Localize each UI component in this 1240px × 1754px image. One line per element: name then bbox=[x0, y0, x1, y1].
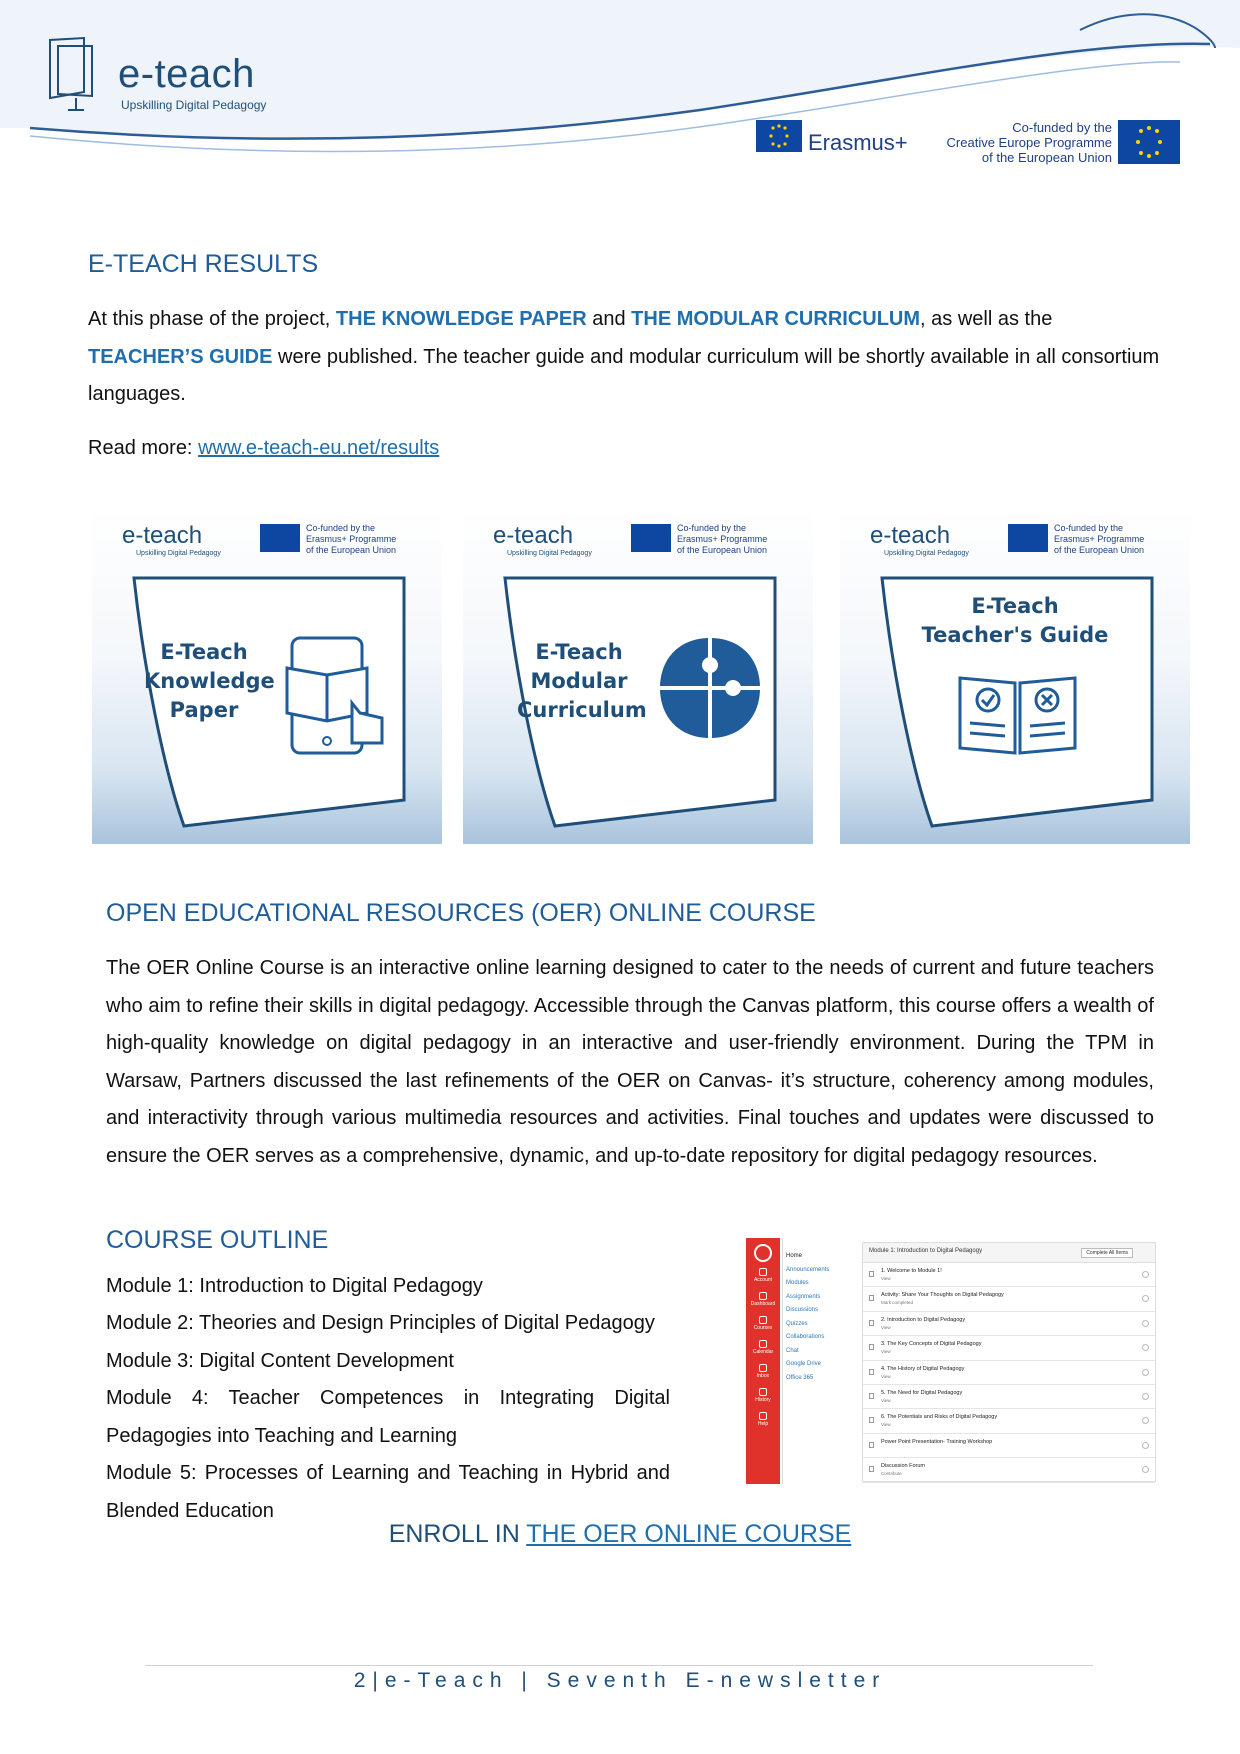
canvas-module-item[interactable]: Activity: Share Your Thoughts on Digital Pedagogy Mark completed bbox=[863, 1287, 1155, 1311]
canvas-course-menu-item[interactable]: Chat bbox=[786, 1347, 799, 1354]
canvas-course-menu-item[interactable]: Collaborations bbox=[786, 1334, 825, 1340]
teachers-guide-card: e-teach Upskilling Digital Pedagogy Co-funded by the Erasmus+ Programme of the European Union E-Teach Teacher's Guide bbox=[840, 508, 1190, 844]
canvas-nav-item[interactable]: Help bbox=[746, 1412, 780, 1427]
open-book-icon bbox=[955, 668, 1080, 763]
tablet-book-icon bbox=[282, 633, 392, 763]
card-logo: e-teach bbox=[493, 522, 574, 549]
card-title: E-Teach Knowledge Paper bbox=[144, 640, 275, 722]
canvas-course-menu bbox=[786, 1250, 856, 1385]
canvas-module-item[interactable]: 1. Welcome to Module 1! View bbox=[863, 1263, 1155, 1287]
logo-title: e-teach bbox=[118, 52, 255, 96]
teachers-guide-highlight: TEACHER’S GUIDE bbox=[88, 345, 273, 368]
canvas-course-menu-item[interactable]: Home bbox=[786, 1253, 803, 1259]
canvas-course-menu-item[interactable]: Modules bbox=[786, 1280, 809, 1286]
complete-all-button[interactable]: Complete All Items bbox=[1081, 1248, 1133, 1258]
card-title: E-Teach Teacher's Guide bbox=[921, 594, 1109, 647]
results-link[interactable]: www.e-teach-eu.net/results bbox=[198, 437, 440, 459]
eu-flag-icon bbox=[1118, 120, 1180, 164]
oer-paragraph: The OER Online Course is an interactive online learning designed to cater to the needs of current and future teachers who aim to refine their skills in digital pedagogy. Accessible through the Canvas platform, this course offers a wealth of high-quality knowledge on digital pedagogy in an interactive and user-friendly environment. During the TPM in Warsaw, Partners discussed the last refinements of the OER on Canvas- it’s structure, coherency among modules, and interactivity through various multimedia resources and activities. Final touches and updates were discussed to ensure the OER serves as a comprehensive, dynamic, and up-to-date repository for digital pedagogy resources. bbox=[106, 957, 1154, 1167]
knowledge-paper-highlight: THE KNOWLEDGE PAPER bbox=[335, 308, 587, 330]
module-header: Module 1: Introduction to Digital Pedagogy bbox=[869, 1248, 983, 1254]
canvas-course-menu-item[interactable]: Announcements bbox=[786, 1266, 830, 1273]
canvas-module-item[interactable]: Discussion Forum Contribute bbox=[863, 1458, 1155, 1482]
enroll-link[interactable]: THE OER ONLINE COURSE bbox=[526, 1520, 852, 1548]
e-teach-logo-icon bbox=[44, 34, 114, 114]
canvas-module-item[interactable]: 5. The Need for Digital Pedagogy View bbox=[863, 1385, 1155, 1409]
logo-subtitle: Upskilling Digital Pedagogy bbox=[121, 98, 267, 112]
canvas-course-menu-item[interactable]: Quizzes bbox=[786, 1320, 808, 1327]
read-more-line: Read more: www.e-teach-eu.net/results bbox=[88, 437, 440, 459]
canvas-course-screenshot bbox=[746, 1238, 1156, 1484]
knowledge-paper-card: e-teach Upskilling Digital Pedagogy Co-funded by the Erasmus+ Programme of the European Union E-Teach Knowledge Paper bbox=[92, 508, 442, 844]
modular-curriculum-card: e-teach Upskilling Digital Pedagogy Co-funded by the Erasmus+ Programme of the European Union E-Teach Modular Curriculum bbox=[463, 508, 813, 844]
results-paragraph: At this phase of the project, THE KNOWLEDGE PAPER and THE MODULAR CURRICULUM, as well as the TEACHER’S GUIDE were published. The teacher guide and modular curriculum will be shortly available in all consortium languages. bbox=[88, 308, 1160, 405]
canvas-course-menu-item[interactable]: Google Drive bbox=[786, 1361, 822, 1367]
canvas-module-item[interactable]: Power Point Presentation- Training Workshop bbox=[863, 1434, 1155, 1458]
eu-flag-icon bbox=[1008, 524, 1048, 552]
eu-flag-icon bbox=[756, 120, 802, 152]
canvas-module-item[interactable]: 6. The Potentials and Risks of Digital Pedagogy View bbox=[863, 1409, 1155, 1433]
card-logo: e-teach bbox=[870, 522, 951, 549]
card-logo: e-teach bbox=[122, 522, 203, 549]
canvas-global-nav bbox=[746, 1238, 780, 1484]
canvas-course-menu-item[interactable]: Assignments bbox=[786, 1293, 821, 1300]
modular-curriculum-highlight: THE MODULAR CURRICULUM bbox=[631, 308, 921, 330]
canvas-module-item[interactable]: 3. The Key Concepts of Digital Pedagogy View bbox=[863, 1336, 1155, 1360]
canvas-logo-icon bbox=[754, 1244, 772, 1262]
module-item: Module 3: Digital Content Development bbox=[106, 1350, 454, 1372]
canvas-course-menu-item[interactable]: Discussions bbox=[786, 1307, 819, 1313]
card-cofunded: Co-funded by the Erasmus+ Programme of the European Union bbox=[677, 523, 768, 555]
canvas-module-item[interactable]: 2. Introduction to Digital Pedagogy View bbox=[863, 1312, 1155, 1336]
cofunded-text: Co-funded by the Creative Europe Programme of the European Union bbox=[946, 120, 1112, 165]
card-title: E-Teach Modular Curriculum bbox=[517, 640, 647, 722]
canvas-nav-item[interactable]: Inbox bbox=[746, 1364, 780, 1379]
canvas-nav-item[interactable]: Calendar bbox=[746, 1340, 780, 1355]
canvas-nav-item[interactable]: Courses bbox=[746, 1316, 780, 1331]
card-cofunded: Co-funded by the Erasmus+ Programme of the European Union bbox=[1054, 523, 1145, 555]
results-heading: E-TEACH RESULTS bbox=[88, 250, 319, 278]
eu-flag-icon bbox=[631, 524, 671, 552]
oer-heading: OPEN EDUCATIONAL RESOURCES (OER) ONLINE COURSE bbox=[106, 899, 816, 927]
card-cofunded: Co-funded by the Erasmus+ Programme of the European Union bbox=[306, 523, 397, 555]
canvas-nav-item[interactable]: Account bbox=[746, 1268, 780, 1283]
eu-flag-icon bbox=[260, 524, 300, 552]
module-item: Module 5: Processes of Learning and Teaching in Hybrid and Blended Education bbox=[106, 1462, 670, 1522]
canvas-nav-item[interactable]: History bbox=[746, 1388, 780, 1403]
outline-heading: COURSE OUTLINE bbox=[106, 1226, 329, 1254]
canvas-nav-item[interactable]: Dashboard bbox=[746, 1292, 780, 1307]
module-item: Module 2: Theories and Design Principles of Digital Pedagogy bbox=[106, 1312, 655, 1334]
footer-divider bbox=[145, 1665, 1093, 1666]
erasmus-label: Erasmus+ bbox=[808, 130, 908, 155]
canvas-module-item[interactable]: 4. The History of Digital Pedagogy View bbox=[863, 1361, 1155, 1385]
footer-text: 2|e-Teach | Seventh E-newsletter bbox=[353, 1669, 887, 1692]
puzzle-icon bbox=[655, 633, 765, 743]
canvas-course-menu-item[interactable]: Office 365 bbox=[786, 1374, 814, 1381]
enroll-line: ENROLL IN THE OER ONLINE COURSE bbox=[388, 1520, 852, 1548]
canvas-module-panel bbox=[862, 1242, 1156, 1482]
module-item: Module 1: Introduction to Digital Pedagogy bbox=[106, 1275, 483, 1297]
module-item: Module 4: Teacher Competences in Integrating Digital Pedagogies into Teaching and Learning bbox=[106, 1387, 670, 1447]
